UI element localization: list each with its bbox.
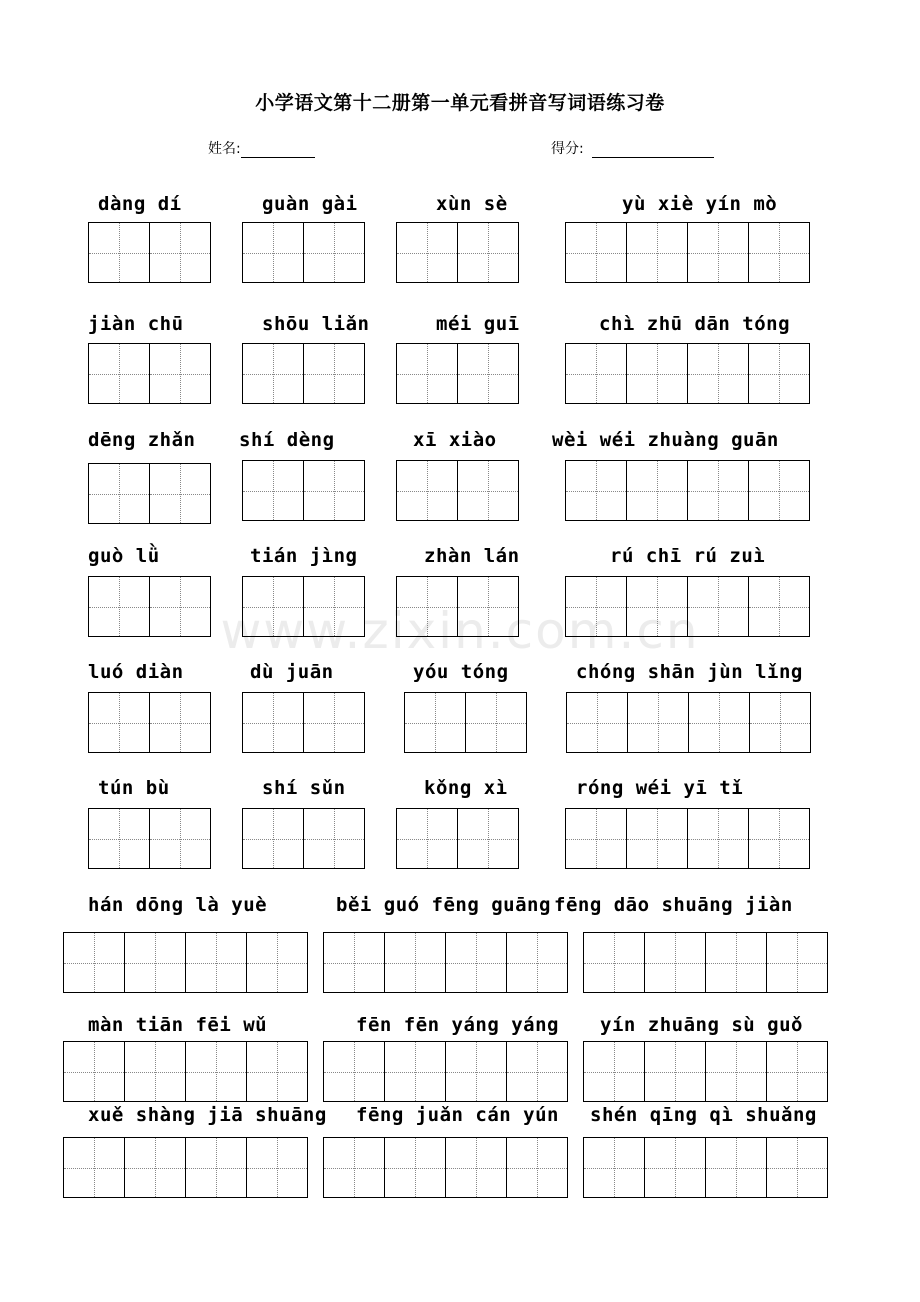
character-box[interactable] (304, 809, 364, 868)
character-box[interactable] (767, 933, 827, 992)
character-box[interactable] (397, 809, 458, 868)
pinyin-label: yóu tóng (413, 661, 509, 683)
character-box[interactable] (385, 1042, 446, 1101)
character-box[interactable] (750, 693, 810, 752)
character-box[interactable] (304, 223, 364, 282)
character-box[interactable] (446, 1138, 507, 1197)
pinyin-label: chóng shān jùn lǐng (576, 661, 803, 683)
pinyin-label: guò lǜ (88, 545, 160, 567)
pinyin-label: chì zhū dān tóng (599, 313, 791, 335)
character-box[interactable] (125, 933, 186, 992)
writing-grid (565, 808, 810, 869)
character-box[interactable] (89, 693, 150, 752)
character-box[interactable] (584, 933, 645, 992)
character-box[interactable] (324, 1042, 385, 1101)
character-box[interactable] (89, 577, 150, 636)
character-box[interactable] (458, 577, 518, 636)
character-box[interactable] (89, 344, 150, 403)
character-box[interactable] (507, 933, 567, 992)
character-box[interactable] (150, 693, 210, 752)
character-box[interactable] (150, 344, 210, 403)
pinyin-label: fēn fēn yáng yáng (356, 1014, 559, 1036)
character-box[interactable] (749, 809, 809, 868)
pinyin-label: rú chī rú zuì (610, 545, 766, 567)
pinyin-label: xùn sè (436, 193, 508, 215)
pinyin-label: dàng dí (98, 193, 182, 215)
writing-grid (565, 343, 810, 404)
pinyin-label: méi guī (436, 313, 520, 335)
character-box[interactable] (688, 809, 749, 868)
character-box[interactable] (304, 577, 364, 636)
character-box[interactable] (186, 1138, 247, 1197)
character-box[interactable] (566, 461, 627, 520)
character-box[interactable] (397, 577, 458, 636)
character-box[interactable] (458, 344, 518, 403)
page-title: 小学语文第十二册第一单元看拼音写词语练习卷 (255, 92, 665, 114)
character-box[interactable] (645, 1042, 706, 1101)
character-box[interactable] (446, 933, 507, 992)
character-box[interactable] (566, 344, 627, 403)
character-box[interactable] (125, 1042, 186, 1101)
character-box[interactable] (125, 1138, 186, 1197)
writing-grid (242, 460, 365, 521)
character-box[interactable] (243, 693, 304, 752)
writing-grid (323, 1041, 568, 1102)
character-box[interactable] (689, 693, 750, 752)
writing-grid (88, 463, 211, 524)
pinyin-label: tún bù (98, 777, 170, 799)
character-box[interactable] (324, 1138, 385, 1197)
writing-grid (88, 576, 211, 637)
pinyin-label: róng wéi yī tǐ (576, 777, 744, 799)
character-box[interactable] (627, 809, 688, 868)
writing-grid (63, 1137, 308, 1198)
character-box[interactable] (243, 223, 304, 282)
score-label: 得分: (551, 141, 584, 157)
writing-grid (404, 692, 527, 753)
character-box[interactable] (89, 809, 150, 868)
character-box[interactable] (749, 344, 809, 403)
writing-grid (63, 932, 308, 993)
character-box[interactable] (628, 693, 689, 752)
character-box[interactable] (150, 577, 210, 636)
character-box[interactable] (150, 223, 210, 282)
character-box[interactable] (243, 461, 304, 520)
pinyin-label: hán dōng là yuè (88, 894, 268, 916)
character-box[interactable] (566, 809, 627, 868)
character-box[interactable] (566, 577, 627, 636)
pinyin-label: yín zhuāng sù guǒ (600, 1014, 803, 1036)
character-box[interactable] (405, 693, 466, 752)
character-box[interactable] (446, 1042, 507, 1101)
character-box[interactable] (186, 1042, 247, 1101)
writing-grid (242, 576, 365, 637)
character-box[interactable] (458, 461, 518, 520)
writing-grid (565, 222, 810, 283)
pinyin-label: tián jìng (250, 545, 358, 567)
character-box[interactable] (688, 577, 749, 636)
character-box[interactable] (385, 1138, 446, 1197)
character-box[interactable] (64, 1042, 125, 1101)
writing-grid (396, 808, 519, 869)
writing-grid (323, 932, 568, 993)
character-box[interactable] (243, 809, 304, 868)
character-box[interactable] (324, 933, 385, 992)
character-box[interactable] (89, 464, 150, 523)
writing-grid (396, 460, 519, 521)
character-box[interactable] (385, 933, 446, 992)
character-box[interactable] (567, 693, 628, 752)
pinyin-label: wèi wéi zhuàng guān (552, 429, 779, 451)
character-box[interactable] (243, 577, 304, 636)
writing-grid (242, 692, 365, 753)
writing-grid (583, 932, 828, 993)
writing-grid (583, 1041, 828, 1102)
pinyin-label: fēng juǎn cán yún (356, 1104, 559, 1126)
character-box[interactable] (247, 1042, 307, 1101)
character-box[interactable] (89, 223, 150, 282)
writing-grid (88, 808, 211, 869)
character-box[interactable] (627, 577, 688, 636)
character-box[interactable] (627, 461, 688, 520)
character-box[interactable] (584, 1042, 645, 1101)
pinyin-label: shí sǔn (262, 777, 346, 799)
writing-grid (63, 1041, 308, 1102)
character-box[interactable] (706, 1138, 767, 1197)
character-box[interactable] (688, 223, 749, 282)
character-box[interactable] (749, 577, 809, 636)
character-box[interactable] (64, 1138, 125, 1197)
character-box[interactable] (566, 223, 627, 282)
character-box[interactable] (584, 1138, 645, 1197)
writing-grid (242, 808, 365, 869)
character-box[interactable] (767, 1042, 827, 1101)
pinyin-label: shōu liǎn (262, 313, 370, 335)
watermark: www.zixin.com.cn (220, 602, 700, 660)
character-box[interactable] (749, 461, 809, 520)
character-box[interactable] (397, 344, 458, 403)
character-box[interactable] (186, 933, 247, 992)
writing-grid (583, 1137, 828, 1198)
writing-grid (396, 576, 519, 637)
writing-grid (242, 222, 365, 283)
pinyin-label: běi guó fēng guāng (336, 894, 551, 916)
character-box[interactable] (688, 344, 749, 403)
pinyin-label: guàn gài (262, 193, 358, 215)
character-box[interactable] (627, 344, 688, 403)
character-box[interactable] (645, 1138, 706, 1197)
character-box[interactable] (688, 461, 749, 520)
character-box[interactable] (466, 693, 526, 752)
character-box[interactable] (397, 223, 458, 282)
writing-grid (88, 343, 211, 404)
name-field (208, 138, 315, 158)
character-box[interactable] (304, 693, 364, 752)
pinyin-label: xī xiào (413, 429, 497, 451)
character-box[interactable] (507, 1042, 567, 1101)
character-box[interactable] (706, 1042, 767, 1101)
writing-grid (565, 460, 810, 521)
pinyin-label: màn tiān fēi wǔ (88, 1014, 268, 1036)
writing-grid (88, 222, 211, 283)
character-box[interactable] (458, 223, 518, 282)
pinyin-label: jiàn chū (88, 313, 184, 335)
pinyin-label: dù juān (250, 661, 334, 683)
pinyin-label: luó diàn (88, 661, 184, 683)
character-box[interactable] (706, 933, 767, 992)
pinyin-label: yù xiè yín mò (622, 193, 778, 215)
score-field (551, 138, 714, 158)
pinyin-label: xuě shàng jiā shuāng (88, 1104, 327, 1126)
writing-grid (565, 576, 810, 637)
pinyin-label: shí dèng (239, 429, 335, 451)
writing-grid (242, 343, 365, 404)
character-box[interactable] (458, 809, 518, 868)
pinyin-label: kǒng xì (424, 777, 508, 799)
writing-grid (566, 692, 811, 753)
character-box[interactable] (767, 1138, 827, 1197)
writing-grid (396, 343, 519, 404)
character-box[interactable] (749, 223, 809, 282)
character-box[interactable] (150, 809, 210, 868)
character-box[interactable] (304, 344, 364, 403)
pinyin-label: zhàn lán (424, 545, 520, 567)
character-box[interactable] (150, 464, 210, 523)
pinyin-label: fēng dāo shuāng jiàn (554, 894, 793, 916)
pinyin-label: shén qīng qì shuǎng (590, 1104, 817, 1126)
character-box[interactable] (304, 461, 364, 520)
writing-grid (396, 222, 519, 283)
character-box[interactable] (243, 344, 304, 403)
character-box[interactable] (507, 1138, 567, 1197)
character-box[interactable] (247, 1138, 307, 1197)
pinyin-label: dēng zhǎn (88, 429, 196, 451)
character-box[interactable] (64, 933, 125, 992)
score-blank[interactable] (592, 143, 714, 158)
character-box[interactable] (247, 933, 307, 992)
writing-grid (323, 1137, 568, 1198)
writing-grid (88, 692, 211, 753)
character-box[interactable] (645, 933, 706, 992)
name-label: 姓名: (208, 141, 241, 157)
name-blank[interactable] (241, 143, 315, 158)
character-box[interactable] (627, 223, 688, 282)
character-box[interactable] (397, 461, 458, 520)
